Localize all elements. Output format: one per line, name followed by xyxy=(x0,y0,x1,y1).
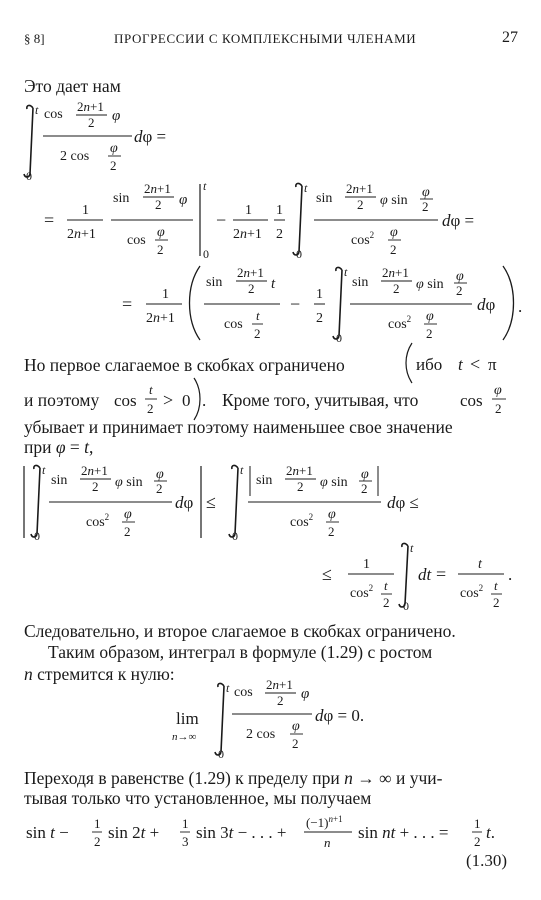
svg-text:t: t xyxy=(304,181,308,195)
svg-text:φ: φ xyxy=(179,192,188,208)
svg-text:2n+1: 2n+1 xyxy=(382,265,409,280)
svg-text:1: 1 xyxy=(182,816,189,831)
svg-text:0: 0 xyxy=(34,529,40,542)
svg-text:ибо: ибо xyxy=(416,355,443,374)
svg-text:2n+1: 2n+1 xyxy=(81,463,108,478)
svg-text:0: 0 xyxy=(336,331,342,344)
paragraph-we-obtain: тывая только что установленное, мы получаем xyxy=(24,788,372,808)
svg-text:2 cos: 2 cos xyxy=(60,149,90,164)
svg-text:t: t xyxy=(271,276,276,292)
svg-text:≤: ≤ xyxy=(206,492,216,512)
svg-text:dφ ≤: dφ ≤ xyxy=(387,493,419,512)
paragraph-second-term-bounded: Следовательно, и второе слагаемое в скобках ограничено. xyxy=(24,621,456,641)
svg-text:≤: ≤ xyxy=(322,564,332,584)
svg-text:2n+1: 2n+1 xyxy=(237,265,264,280)
svg-text:t: t xyxy=(42,463,46,477)
equation-inequality-bound xyxy=(320,540,530,617)
svg-text:t: t xyxy=(344,265,348,279)
svg-text:=: = xyxy=(122,294,133,314)
running-title: ПРОГРЕССИИ С КОМПЛЕКСНЫМИ ЧЛЕНАМИ xyxy=(114,31,417,46)
paragraph-bounded-first-term: Но первое слагаемое в скобках ограничено xyxy=(24,355,345,375)
svg-text:dφ =: dφ = xyxy=(134,127,167,146)
svg-text:0: 0 xyxy=(403,599,409,612)
paragraph-tends-to-zero: n стремится к нулю: xyxy=(24,664,175,684)
svg-text:1: 1 xyxy=(245,203,252,218)
svg-text:φ: φ xyxy=(422,185,430,200)
svg-text:2: 2 xyxy=(276,227,283,242)
svg-text:φ: φ xyxy=(456,269,464,284)
svg-text:dφ: dφ xyxy=(477,295,496,314)
svg-text:0: 0 xyxy=(232,529,238,542)
svg-text:φ: φ xyxy=(426,309,434,324)
svg-text:sin nt + . . . =: sin nt + . . . = xyxy=(358,823,449,842)
svg-text:2: 2 xyxy=(493,595,500,610)
svg-text:t: t xyxy=(410,541,414,555)
svg-text:t: t xyxy=(149,382,153,397)
svg-text:0: 0 xyxy=(26,169,32,182)
svg-text:2: 2 xyxy=(422,199,429,214)
svg-text:2: 2 xyxy=(292,736,299,751)
svg-text:sin: sin xyxy=(316,191,333,206)
svg-text:sin: sin xyxy=(352,275,369,290)
svg-text:φ sin: φ sin xyxy=(380,193,408,208)
svg-text:φ: φ xyxy=(156,467,164,482)
svg-text:dφ: dφ xyxy=(175,493,194,512)
svg-text:<: < xyxy=(470,354,481,374)
svg-text:−: − xyxy=(216,210,227,230)
svg-text:φ: φ xyxy=(494,383,502,398)
paragraph-passing-to-limit: Переходя в равенстве (1.29) к пределу при n → ∞ и учи- xyxy=(24,768,443,788)
svg-text:2: 2 xyxy=(357,197,364,212)
svg-text:2: 2 xyxy=(88,115,95,130)
svg-text:2: 2 xyxy=(248,281,255,296)
svg-text:φ: φ xyxy=(124,507,132,522)
page-number: 27 xyxy=(502,29,518,46)
svg-text:φ: φ xyxy=(157,225,165,240)
paragraph-decreasing: убывает и принимает поэтому наименьшее свое значение xyxy=(24,417,453,437)
svg-text:φ sin: φ sin xyxy=(320,475,348,490)
svg-text:φ: φ xyxy=(301,686,310,702)
svg-text:.: . xyxy=(508,565,513,584)
svg-text:sin 3t − . . . +: sin 3t − . . . + xyxy=(196,823,287,842)
svg-text:φ: φ xyxy=(390,225,398,240)
svg-text:2: 2 xyxy=(328,524,335,539)
section-marker: § 8] xyxy=(24,31,45,46)
svg-text:2: 2 xyxy=(316,311,323,326)
svg-text:t: t xyxy=(203,179,207,193)
paragraph-line-cos-positive: и поэтому xyxy=(24,390,100,410)
svg-text:2n+1: 2n+1 xyxy=(233,227,262,242)
svg-text:3: 3 xyxy=(182,834,189,849)
svg-text:0: 0 xyxy=(218,747,224,760)
svg-text:(−1)n+1: $(-1)^{n+1}$ xyxy=(306,814,343,830)
svg-text:2n+1: 2n+1 xyxy=(144,181,171,196)
equation-bracketed-sum xyxy=(120,262,530,349)
inline-cos-phi-half xyxy=(460,376,530,427)
svg-text:t: t xyxy=(240,463,244,477)
intro-text: Это дает нам xyxy=(24,76,121,96)
svg-text:cos: cos xyxy=(460,391,483,410)
svg-text:0: 0 xyxy=(182,391,191,410)
svg-text:φ: φ xyxy=(328,507,336,522)
svg-text:t: t xyxy=(226,681,230,695)
svg-text:cos2: $\cos^2$ xyxy=(351,230,375,248)
equation-number: (1.30) xyxy=(466,851,508,870)
svg-text:2n+1: 2n+1 xyxy=(286,463,313,478)
svg-text:>: > xyxy=(163,390,174,410)
svg-text:φ: φ xyxy=(292,719,300,734)
svg-text:sin: sin xyxy=(256,473,273,488)
svg-text:sin 2t +: sin 2t + xyxy=(108,823,160,842)
svg-text:2n+1: 2n+1 xyxy=(146,311,175,326)
svg-text:1: 1 xyxy=(474,816,481,831)
svg-text:φ: φ xyxy=(112,108,121,124)
svg-text:cos: cos xyxy=(44,107,63,122)
svg-text:dφ = 0.: dφ = 0. xyxy=(315,706,365,725)
svg-text:t: t xyxy=(384,578,388,593)
equation-sine-series xyxy=(24,810,514,859)
svg-text:2: 2 xyxy=(92,479,99,494)
svg-text:2: 2 xyxy=(390,242,397,257)
svg-text:2: 2 xyxy=(474,834,481,849)
svg-text:1: 1 xyxy=(82,203,89,218)
svg-text:=: = xyxy=(44,210,55,230)
equation-limit xyxy=(170,678,390,765)
svg-text:.: . xyxy=(202,391,207,410)
svg-text:cos: cos xyxy=(114,391,137,410)
svg-text:t: t xyxy=(478,557,482,572)
svg-text:dt: dt xyxy=(418,565,432,584)
svg-text:2: 2 xyxy=(277,693,284,708)
equation-integration-by-parts xyxy=(40,178,510,265)
svg-text:t: t xyxy=(35,103,39,117)
svg-text:1: 1 xyxy=(162,287,169,302)
svg-text:=: = xyxy=(436,564,447,584)
paragraph-thus-integral: Таким образом, интеграл в формуле (1.29) с ростом xyxy=(48,642,433,662)
svg-text:φ sin: φ sin xyxy=(115,475,143,490)
svg-text:0: 0 xyxy=(296,247,302,260)
svg-text:sin: sin xyxy=(113,191,130,206)
svg-text:2: 2 xyxy=(155,197,162,212)
svg-text:2: 2 xyxy=(495,401,502,416)
svg-text:2: 2 xyxy=(110,158,117,173)
svg-text:1: 1 xyxy=(94,816,101,831)
svg-text:t: t xyxy=(256,308,260,323)
svg-text:n→∞: n→∞ xyxy=(172,731,197,743)
svg-text:2: 2 xyxy=(426,326,433,341)
svg-text:φ: φ xyxy=(110,141,118,156)
svg-text:2: 2 xyxy=(456,283,463,298)
svg-text:lim: lim xyxy=(176,709,199,728)
svg-text:.: . xyxy=(518,297,523,316)
svg-text:2: 2 xyxy=(156,481,163,496)
svg-text:2: 2 xyxy=(393,281,400,296)
svg-text:cos: cos xyxy=(127,233,146,248)
svg-text:t.: t. xyxy=(486,823,495,842)
svg-text:2n+1: 2n+1 xyxy=(77,100,104,114)
svg-text:2 cos: 2 cos xyxy=(246,727,276,742)
paragraph-at-phi-t: при φ = t, xyxy=(24,437,94,457)
svg-text:1: 1 xyxy=(276,203,283,218)
svg-text:cos2: $\cos^2$ xyxy=(350,583,374,601)
svg-text:2: 2 xyxy=(157,242,164,257)
equation-integral-definition xyxy=(20,100,220,187)
svg-text:sin t −: sin t − xyxy=(26,823,69,842)
svg-text:1: 1 xyxy=(363,557,370,572)
svg-text:t: t xyxy=(458,355,463,374)
paragraph-moreover: Кроме того, учитывая, что xyxy=(222,390,419,410)
svg-text:2: 2 xyxy=(94,834,101,849)
svg-text:0: 0 xyxy=(203,247,209,260)
svg-text:cos: cos xyxy=(224,317,243,332)
equation-inequality xyxy=(20,460,520,547)
svg-text:φ sin: φ sin xyxy=(416,277,444,292)
svg-text:sin: sin xyxy=(206,275,223,290)
svg-text:2n+1: 2n+1 xyxy=(266,678,293,692)
svg-text:2: 2 xyxy=(297,479,304,494)
svg-text:2: 2 xyxy=(254,326,261,341)
svg-text:cos2: $\cos^2$ xyxy=(388,314,412,332)
svg-text:2n+1: 2n+1 xyxy=(67,227,96,242)
svg-text:2: 2 xyxy=(361,481,368,496)
svg-text:2: 2 xyxy=(124,524,131,539)
svg-text:−: − xyxy=(290,294,301,314)
svg-text:n: n xyxy=(324,835,331,850)
svg-text:π: π xyxy=(488,355,497,374)
svg-text:t: t xyxy=(494,578,498,593)
svg-text:cos: cos xyxy=(234,685,253,700)
svg-text:cos2: $\cos^2$ xyxy=(290,512,314,530)
svg-text:cos2: $\cos^2$ xyxy=(460,583,484,601)
svg-text:sin: sin xyxy=(51,473,68,488)
svg-text:cos2: $\cos^2$ xyxy=(86,512,110,530)
svg-text:dφ =: dφ = xyxy=(442,211,475,230)
svg-text:2n+1: 2n+1 xyxy=(346,181,373,196)
svg-text:1: 1 xyxy=(316,287,323,302)
svg-text:2: 2 xyxy=(383,595,390,610)
svg-text:φ: φ xyxy=(361,467,369,482)
svg-text:2: 2 xyxy=(147,401,154,416)
